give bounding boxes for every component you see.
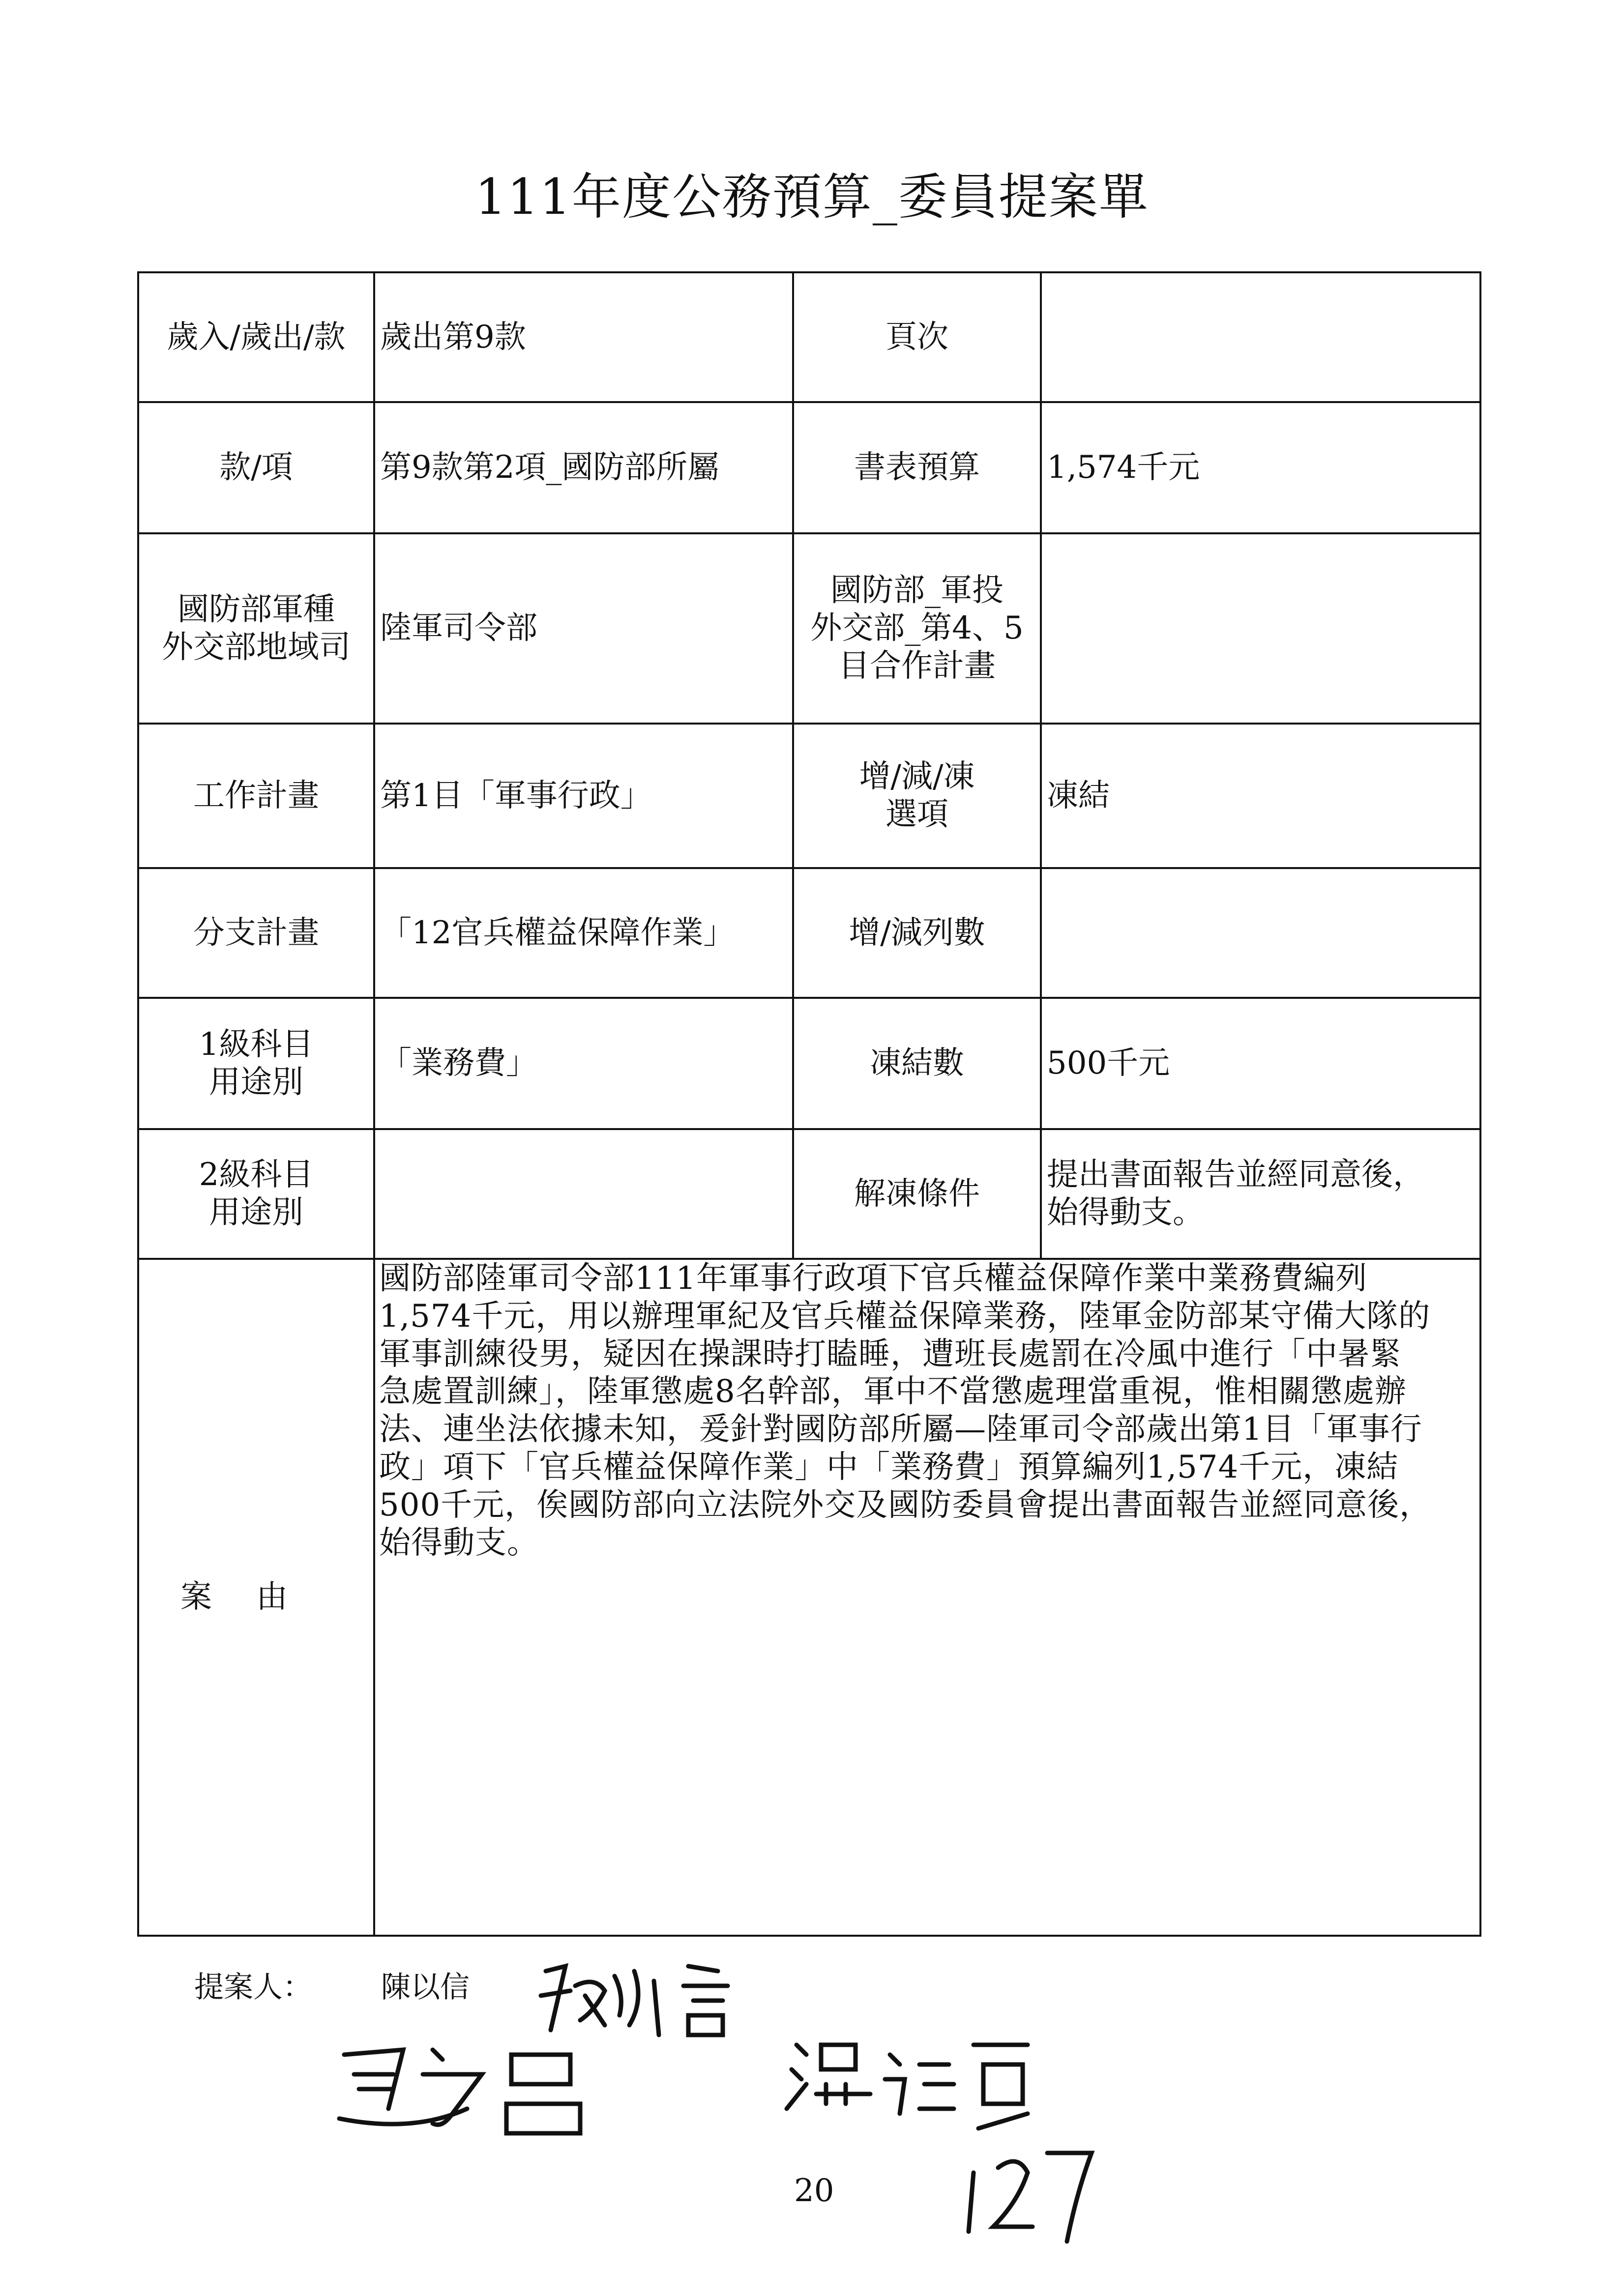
field-label-line: 目合作計畫 — [838, 647, 996, 684]
reason-line: 1,574千元，用以辦理軍紀及官兵權益保障業務，陸軍金防部某守備大隊的 — [379, 1298, 1431, 1335]
signature-3 — [787, 2045, 1028, 2128]
field-value-line: 陸軍司令部 — [380, 610, 537, 647]
field-value-line: 「12官兵權益保障作業」 — [380, 914, 735, 951]
reason-line: 500千元，俟國防部向立法院外交及國防委員會提出書面報告並經同意後， — [379, 1486, 1432, 1523]
field-label-line: 凍結數 — [870, 1045, 964, 1082]
signature-2 — [339, 2050, 580, 2133]
field-label-line: 頁次 — [886, 319, 948, 355]
field-label-line: 增/減/凍 — [859, 758, 975, 795]
reason-line: 急處置訓練」，陸軍懲處8名幹部，軍中不當懲處理當重視，惟相關懲處辦 — [379, 1373, 1407, 1410]
page-number: 20 — [794, 2173, 834, 2209]
field-value-line: 始得動支。 — [1047, 1194, 1204, 1231]
proposer-name: 陳以信 — [381, 1970, 470, 2005]
field-label-line: 國防部軍種 — [177, 591, 335, 628]
field-label-line: 歲入/歲出/款 — [167, 319, 346, 355]
field-label-line: 國防部_軍投 — [830, 572, 1004, 609]
field-label-line: 增/減列數 — [849, 914, 985, 951]
reason-line: 政」項下「官兵權益保障作業」中「業務費」預算編列1,574千元，凍結 — [379, 1449, 1399, 1485]
field-label-line: 選項 — [886, 796, 948, 833]
page-title: 111年度公務預算_委員提案單 — [475, 168, 1149, 226]
reason-line: 軍事訓練役男，疑因在操課時打瞌睡，遭班長處罰在冷風中進行「中暑緊 — [379, 1336, 1402, 1372]
signature-1 — [541, 1966, 728, 2035]
field-label-line: 用途別 — [209, 1194, 303, 1231]
reason-line: 法、連坐法依據未知，爰針對國防部所屬—陸軍司令部歲出第1目「軍事行 — [379, 1411, 1422, 1448]
field-label-line: 2級科目 — [199, 1157, 314, 1193]
field-value-line: 凍結 — [1047, 777, 1110, 814]
field-value-line: 提出書面報告並經同意後， — [1047, 1157, 1424, 1193]
reason-line: 國防部陸軍司令部111年軍事行政項下官兵權益保障作業中業務費編列 — [379, 1260, 1368, 1297]
reason-line: 始得動支。 — [379, 1524, 539, 1561]
field-label-line: 工作計畫 — [193, 777, 319, 814]
field-value-line: 500千元 — [1047, 1045, 1170, 1082]
field-label-line: 外交部地域司 — [162, 629, 351, 666]
field-label-line: 款/項 — [219, 449, 293, 486]
field-label-line: 用途別 — [209, 1064, 303, 1101]
field-label-line: 分支計畫 — [193, 914, 319, 951]
field-label-line: 外交部_第4、5 — [810, 610, 1024, 647]
field-value-line: 第1目「軍事行政」 — [380, 777, 652, 814]
field-value-line: 「業務費」 — [380, 1045, 537, 1082]
field-value-line: 第9款第2項_國防部所屬 — [380, 449, 719, 486]
field-label-line: 解凍條件 — [854, 1175, 980, 1212]
field-label-line: 1級科目 — [199, 1026, 314, 1063]
field-label-line: 書表預算 — [854, 449, 980, 486]
reason-label: 案由 — [180, 1579, 332, 1616]
proposer-label: 提案人： — [194, 1970, 312, 2005]
handwritten-number-127 — [969, 2153, 1092, 2241]
field-value-line: 1,574千元 — [1047, 449, 1200, 486]
field-value-line: 歲出第9款 — [380, 319, 526, 355]
